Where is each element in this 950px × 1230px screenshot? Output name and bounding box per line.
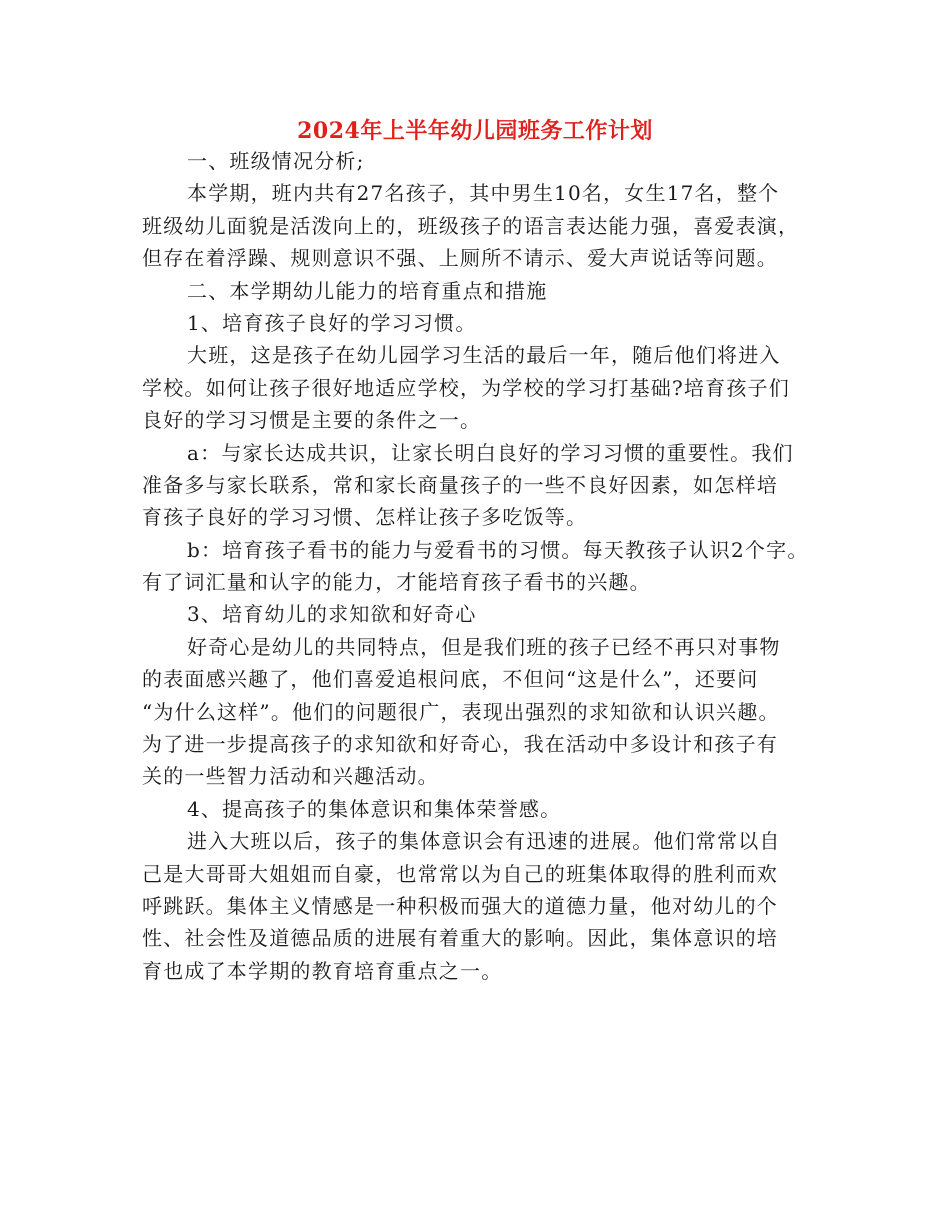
text-line: 良好的学习习惯是主要的条件之一。	[142, 408, 482, 433]
text-line: 为了进一步提高孩子的求知欲和好奇心，我在活动中多设计和孩子有	[142, 732, 778, 757]
text-line: 3、培育幼儿的求知欲和好奇心	[187, 602, 477, 627]
document-body	[142, 145, 822, 987]
text-line: 4、提高孩子的集体意识和集体荣誉感。	[187, 796, 562, 821]
text-line: 育孩子良好的学习习惯、怎样让孩子多吃饭等。	[142, 505, 588, 530]
text-line: “为什么这样”。他们的问题很广，表现出强烈的求知欲和认识兴趣。	[142, 699, 780, 724]
text-line: 本学期，班内共有27名孩子，其中男生10名，女生17名，整个	[187, 181, 780, 206]
text-line: 学校。如何让孩子很好地适应学校，为学校的学习打基础?培育孩子们	[142, 375, 790, 400]
text-line: 进入大班以后，孩子的集体意识会有迅速的进展。他们常常以自	[187, 829, 781, 854]
text-line: 关的一些智力活动和兴趣活动。	[142, 764, 439, 789]
text-line: 有了词汇量和认字的能力，才能培育孩子看书的兴趣。	[142, 570, 651, 595]
text-line: 二、本学期幼儿能力的培育重点和措施	[187, 278, 548, 303]
text-line: 但存在着浮躁、规则意识不强、上厕所不请示、爱大声说话等问题。	[142, 246, 778, 271]
text-line: 准备多与家长联系，常和家长商量孩子的一些不良好因素，如怎样培	[142, 472, 778, 497]
text-line: 己是大哥哥大姐姐而自豪，也常常以为自己的班集体取得的胜利而欢	[142, 861, 778, 886]
text-line: a：与家长达成共识，让家长明白良好的学习习惯的重要性。我们	[187, 440, 794, 465]
text-line: 育也成了本学期的教育培育重点之一。	[142, 958, 503, 983]
text-line: 呼跳跃。集体主义情感是一种积极而强大的道德力量，他对幼儿的个	[142, 893, 778, 918]
text-line: 大班，这是孩子在幼儿园学习生活的最后一年，随后他们将进入	[187, 343, 781, 368]
text-line: 性、社会性及道德品质的进展有着重大的影响。因此，集体意识的培	[142, 926, 778, 951]
document-title: 2024年上半年幼儿园班务工作计划	[297, 118, 653, 144]
text-line: 1、培育孩子良好的学习习惯。	[187, 310, 477, 335]
text-line: b：培育孩子看书的能力与爱看书的习惯。每天教孩子认识2个字。	[187, 537, 809, 562]
text-line: 的表面感兴趣了，他们喜爱追根问底，不但问“这是什么”，还要问	[142, 667, 759, 692]
text-line: 一、班级情况分析;	[187, 149, 365, 173]
text-line: 好奇心是幼儿的共同特点，但是我们班的孩子已经不再只对事物	[187, 634, 781, 659]
text-line: 班级幼儿面貌是活泼向上的，班级孩子的语言表达能力强，喜爱表演，	[142, 213, 800, 238]
